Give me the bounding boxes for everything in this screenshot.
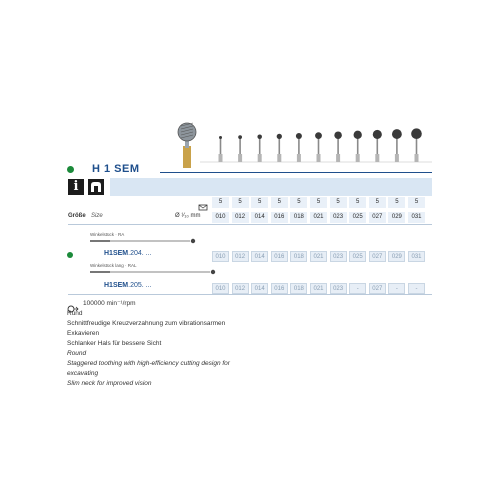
pack-cell-3: 5 — [271, 197, 288, 208]
size-cell-3: 016 — [271, 212, 288, 223]
variant-1-cell-0: 010 — [212, 251, 229, 262]
size-cell-10: 031 — [408, 212, 425, 223]
bur-2 — [257, 134, 262, 162]
variant-1-cell-6: 023 — [330, 251, 347, 262]
variant-2-cell-6: 023 — [330, 283, 347, 294]
description-de-1: Rund — [67, 310, 83, 317]
size-label-de: Größe — [68, 213, 86, 219]
icon-band — [110, 178, 432, 196]
table-bottom-divider — [68, 294, 432, 295]
info-icon: i — [68, 179, 84, 195]
variant-1-cell-8: 027 — [369, 251, 386, 262]
size-cell-5: 021 — [310, 212, 327, 223]
size-divider — [68, 224, 432, 225]
description-de-2: Schnittfreudige Kreuzverzahnung zum vibrationsarmen — [67, 320, 226, 327]
variant-2-cell-1: 012 — [232, 283, 249, 294]
pack-cell-8: 5 — [369, 197, 386, 208]
description-en-3: excavating — [67, 370, 99, 377]
pack-icon — [198, 198, 208, 205]
variant-2-cell-3: 016 — [271, 283, 288, 294]
pack-cell-10: 5 — [408, 197, 425, 208]
variant-1-cell-2: 014 — [251, 251, 268, 262]
variant-1-cell-9: 029 — [388, 251, 405, 262]
bur-4 — [296, 133, 302, 162]
variant-1-code: H1SEM.204. ... — [104, 250, 152, 257]
size-cell-0: 010 — [212, 212, 229, 223]
variant-2-cell-7: - — [349, 283, 366, 294]
bur-0 — [219, 136, 223, 162]
variant-2-code: H1SEM.205. ... — [104, 282, 152, 289]
variant-2-cell-8: 027 — [369, 283, 386, 294]
description-en-2: Staggered toothing with high-efficiency cutting design for — [67, 360, 230, 367]
size-cell-7: 025 — [349, 212, 366, 223]
pack-cell-4: 5 — [290, 197, 307, 208]
variant-1-cell-7: 025 — [349, 251, 366, 262]
variant-2-sublabel: Winkelstück lang · RAL — [90, 263, 137, 268]
variant-2-cell-0: 010 — [212, 283, 229, 294]
pack-cell-6: 5 — [330, 197, 347, 208]
variant-1-cell-10: 031 — [408, 251, 425, 262]
variant-2-cell-5: 021 — [310, 283, 327, 294]
pack-cell-2: 5 — [251, 197, 268, 208]
size-label-en: Size — [91, 213, 103, 219]
bur-illustration-row — [0, 110, 500, 170]
size-cell-1: 012 — [232, 212, 249, 223]
description-de-4: Schlanker Hals für bessere Sicht — [67, 340, 162, 347]
magnified-bur — [178, 123, 196, 168]
variant-2-cell-9: - — [388, 283, 405, 294]
size-cell-9: 029 — [388, 212, 405, 223]
description-de-3: Exkavieren — [67, 330, 100, 337]
contra-angle-icon — [88, 179, 104, 195]
bur-8 — [373, 130, 382, 162]
variant-1-sublabel: Winkelstück · RA — [90, 232, 125, 237]
title-underline — [160, 172, 432, 173]
pack-cell-0: 5 — [212, 197, 229, 208]
speed-text: 100000 min⁻¹/rpm — [83, 300, 136, 307]
variant-2-cell-4: 018 — [290, 283, 307, 294]
product-title: H 1 SEM — [92, 163, 140, 175]
bur-1 — [238, 135, 242, 162]
bur-7 — [354, 131, 362, 162]
variant-2-cell-2: 014 — [251, 283, 268, 294]
variant-1-bur-icon — [90, 238, 200, 244]
bur-10 — [411, 128, 422, 162]
pack-cell-5: 5 — [310, 197, 327, 208]
variant-2-cell-10: - — [408, 283, 425, 294]
size-cell-2: 014 — [251, 212, 268, 223]
size-unit: Ø ¹⁄₁₀ mm — [175, 213, 201, 219]
bur-5 — [315, 132, 322, 162]
bur-6 — [334, 131, 342, 162]
status-dot — [67, 166, 74, 173]
bur-9 — [392, 129, 402, 162]
variant-1-cell-5: 021 — [310, 251, 327, 262]
size-cell-6: 023 — [330, 212, 347, 223]
description-en-4: Slim neck for improved vision — [67, 380, 152, 387]
size-cell-8: 027 — [369, 212, 386, 223]
variant-1-cell-4: 018 — [290, 251, 307, 262]
description-en-1: Round — [67, 350, 87, 357]
variant-1-cell-1: 012 — [232, 251, 249, 262]
pack-cell-1: 5 — [232, 197, 249, 208]
variant-1-cell-3: 016 — [271, 251, 288, 262]
bur-3 — [277, 134, 282, 162]
pack-cell-9: 5 — [388, 197, 405, 208]
pack-cell-7: 5 — [349, 197, 366, 208]
speed-icon — [67, 300, 79, 308]
variant-1-dot — [67, 252, 73, 258]
size-cell-4: 018 — [290, 212, 307, 223]
variant-2-bur-icon — [90, 269, 220, 275]
